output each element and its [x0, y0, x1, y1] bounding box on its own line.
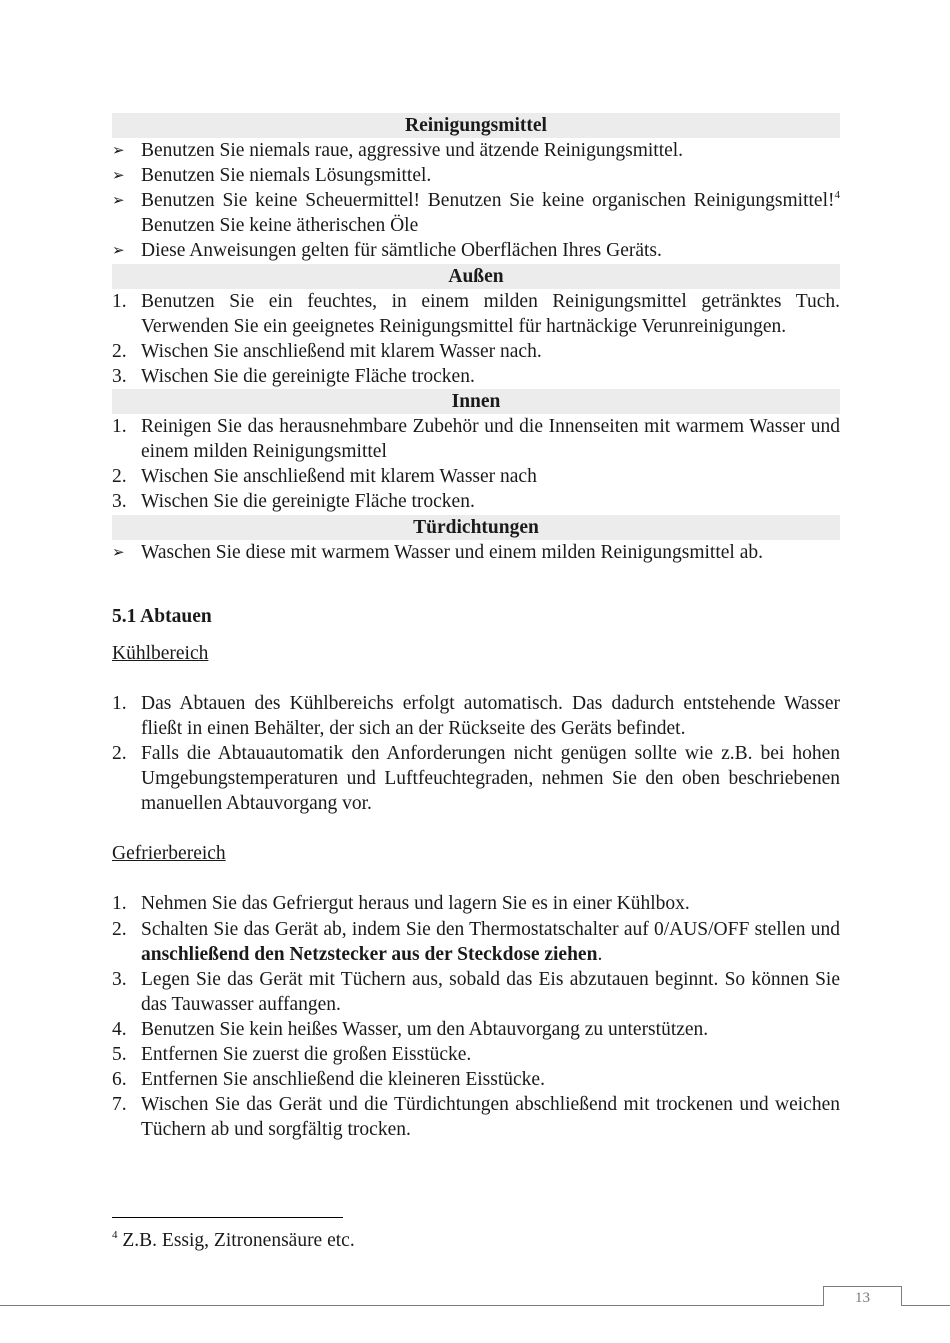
list-item: 1. Das Abtauen des Kühlbereichs erfolgt automatisch. Das dadurch entstehende Wasser fließt in einen Behälter, der sich an der Rückseite des Geräts befindet. [112, 692, 840, 739]
list-item: ➢ Benutzen Sie niemals raue, aggressive und ätzende Reinigungsmittel. [112, 138, 840, 163]
section-title-abtauen: 5.1 Abtauen [112, 605, 212, 627]
footnote [112, 1228, 355, 1253]
arrow-bullet-icon: ➢ [112, 191, 125, 210]
section-heading-reinigungsmittel: Reinigungsmittel [112, 113, 840, 138]
list-item: 2. Falls die Abtauautomatik den Anforderungen nicht genügen sollte wie z.B. bei hohen Umgebungstemperaturen und Luftfeuchtegraden, nehmen Sie den oben beschriebenen manuellen Abtauvorgang vor. [112, 743, 840, 815]
section-heading-tuerdichtungen: Türdichtungen [112, 515, 840, 540]
bullet-list-tuerdichtungen [112, 540, 840, 565]
list-item: ➢ Benutzen Sie keine Scheuermittel! Benutzen Sie keine organischen Reinigungsmittel!$^4$ Benutzen Sie keine ätherischen Öle [112, 188, 840, 237]
list-item: 2. Wischen Sie anschließend mit klarem Wasser nach. [112, 340, 542, 362]
arrow-bullet-icon: ➢ [112, 141, 125, 160]
bullet-list-reinigungsmittel [112, 138, 840, 263]
bold-warning-text: anschließend den Netzstecker aus der Steckdose ziehen [141, 943, 598, 965]
footer-rule [0, 1305, 950, 1306]
page-body [112, 113, 840, 1142]
list-item: 3. Wischen Sie die gereinigte Fläche trocken. [112, 365, 475, 387]
subheading-gefrierbereich: Gefrierbereich [112, 843, 226, 865]
numbered-list-innen [112, 414, 840, 514]
list-item: 3. Wischen Sie die gereinigte Fläche trocken. [112, 491, 475, 513]
list-item: 5. Entfernen Sie zuerst die großen Eisstücke. [112, 1044, 472, 1065]
footnote-separator [112, 1217, 343, 1218]
list-item: ➢ Waschen Sie diese mit warmem Wasser und einem milden Reinigungsmittel ab. [112, 540, 840, 565]
numbered-list-gefrierbereich [112, 891, 840, 1142]
list-item: 7. Wischen Sie das Gerät und die Türdichtungen abschließend mit trockenen und weichen Tüchern ab und sorgfältig trocken. [112, 1094, 840, 1141]
page-number: 13 [823, 1286, 902, 1306]
list-item: 1. Reinigen Sie das herausnehmbare Zubehör und die Innenseiten mit warmem Wasser und einem milden Reinigungsmittel [112, 416, 840, 463]
list-item: 3. Legen Sie das Gerät mit Tüchern aus, sobald das Eis abzutauen beginnt. So können Sie das Tauwasser auffangen. [112, 968, 840, 1015]
list-item: 2. Schalten Sie das Gerät ab, indem Sie den Thermostatschalter auf 0/AUS/OFF stellen und anschließend den Netzstecker aus der Steckdose ziehen. [112, 918, 840, 965]
arrow-bullet-icon: ➢ [112, 166, 125, 185]
list-item: 1. Benutzen Sie ein feuchtes, in einem milden Reinigungsmittel getränktes Tuch. Verwenden Sie ein geeignetes Reinigungsmittel für hartnäckige Verunreinigungen. [112, 290, 840, 337]
footnote-number: 4 [112, 1228, 118, 1241]
list-item: 4. Benutzen Sie kein heißes Wasser, um den Abtauvorgang zu unterstützen. [112, 1018, 709, 1040]
footnote-ref[interactable]: 4 [834, 188, 840, 201]
numbered-list-aussen [112, 289, 840, 389]
list-item: ➢ Benutzen Sie niemals Lösungsmittel. [112, 163, 840, 188]
section-heading-aussen: Außen [112, 264, 840, 289]
footnote-text: Z.B. Essig, Zitronensäure etc. [117, 1230, 355, 1251]
section-heading-innen: Innen [112, 389, 840, 414]
subheading-kuehlbereich: Kühlbereich [112, 642, 209, 664]
numbered-list-kuehlbereich [112, 691, 840, 816]
list-item: ➢ Diese Anweisungen gelten für sämtliche Oberflächen Ihres Geräts. [112, 238, 840, 263]
list-item: 1. Nehmen Sie das Gefriergut heraus und lagern Sie es in einer Kühlbox. [112, 893, 690, 915]
list-item: 6. Entfernen Sie anschließend die kleineren Eisstücke. [112, 1069, 545, 1091]
arrow-bullet-icon: ➢ [112, 542, 125, 561]
list-item: 2. Wischen Sie anschließend mit klarem Wasser nach [112, 466, 537, 488]
arrow-bullet-icon: ➢ [112, 241, 125, 260]
